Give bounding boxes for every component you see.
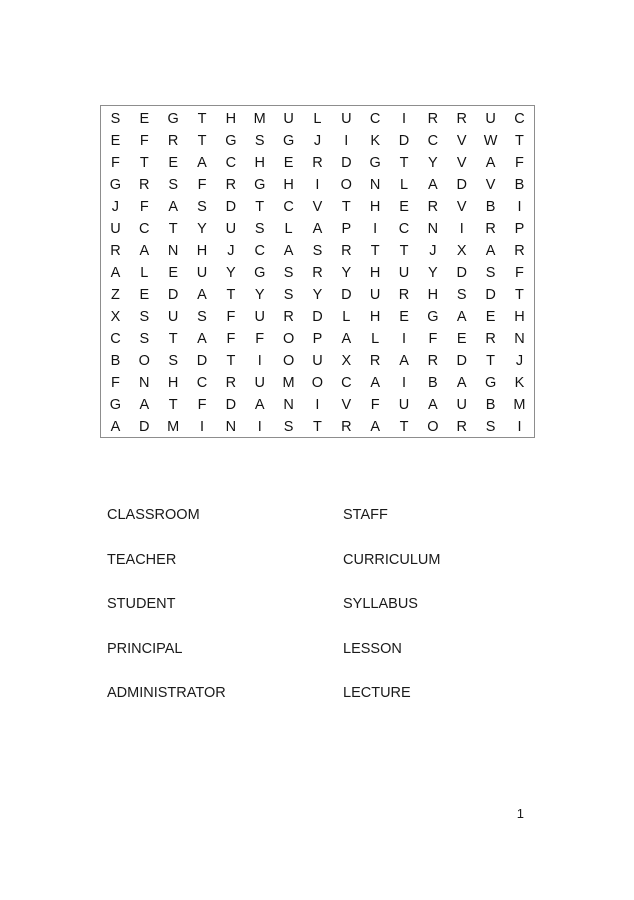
grid-cell[interactable]: A [428,397,438,413]
grid-cell[interactable]: F [515,155,524,171]
grid-cell[interactable]: F [111,155,120,171]
grid-cell[interactable]: E [456,331,467,347]
grid-cell[interactable]: C [283,199,294,215]
grid-cell[interactable]: R [456,111,467,127]
grid-cell[interactable]: R [427,353,439,369]
grid-cell[interactable]: A [197,331,207,347]
grid-cell[interactable]: R [341,419,352,435]
grid-cell[interactable]: I [257,353,262,369]
grid-cell[interactable]: U [398,397,410,413]
word-list-row [107,595,527,640]
grid-cell[interactable]: L [140,265,149,281]
word-list-item[interactable]: LESSON [343,640,402,657]
grid-cell[interactable]: N [225,419,237,435]
grid-cell[interactable]: S [312,243,323,259]
grid-cell[interactable]: E [168,265,178,281]
grid-cell[interactable]: F [197,177,207,193]
grid-cell[interactable]: U [254,375,265,391]
grid-cell[interactable]: R [283,309,294,325]
grid-cell[interactable]: M [167,419,180,435]
grid-row [101,130,534,152]
grid-cell[interactable]: F [515,265,524,281]
grid-cell[interactable]: R [225,375,237,391]
grid-cell[interactable]: R [312,265,323,281]
grid-cell[interactable]: Y [428,265,438,281]
grid-cell[interactable]: U [110,221,121,237]
grid-cell[interactable]: N [283,397,294,413]
word-list-row [107,506,527,551]
grid-cell[interactable]: D [456,265,467,281]
grid-cell[interactable]: A [139,243,150,259]
grid-cell[interactable]: A [399,353,409,369]
word-list-item[interactable]: CLASSROOM [107,507,200,523]
grid-cell[interactable]: O [427,419,439,435]
grid-cell[interactable]: O [340,177,352,193]
word-list-item[interactable]: CURRICULUM [343,551,441,568]
grid-cell[interactable]: E [399,309,409,325]
grid-cell[interactable]: S [283,265,294,281]
word-list-column-left [107,684,343,729]
grid-cell[interactable]: H [369,309,381,325]
grid-cell[interactable]: D [139,419,150,435]
grid-cell[interactable]: F [139,199,149,215]
grid-cell[interactable]: J [227,243,235,259]
grid-cell[interactable]: A [341,331,352,347]
grid-cell[interactable]: C [196,375,208,391]
grid-cell[interactable]: H [254,155,265,171]
grid-cell[interactable]: M [282,375,295,391]
grid-cell[interactable]: U [196,265,208,281]
grid-cell[interactable]: D [341,287,352,303]
grid-cell[interactable]: D [196,353,208,369]
grid-cell[interactable]: X [341,353,352,369]
grid-cell[interactable]: S [110,111,121,127]
grid-cell[interactable]: O [282,331,295,347]
grid-cell[interactable]: T [139,155,149,171]
grid-cell[interactable]: R [312,155,323,171]
grid-cell[interactable]: R [167,133,179,149]
grid-cell[interactable]: K [514,375,525,391]
grid-row [101,328,534,350]
grid-row [101,108,534,130]
word-list-item[interactable]: SYLLABUS [343,596,418,612]
grid-cell[interactable]: F [370,397,380,413]
grid-cell[interactable]: I [402,331,407,347]
grid-cell[interactable]: R [225,177,237,193]
word-list-item[interactable]: ADMINISTRATOR [107,685,226,701]
word-list-column-right [343,595,527,640]
grid-cell[interactable]: A [110,265,121,281]
grid-cell[interactable]: A [254,397,265,413]
grid-cell[interactable]: G [254,177,266,193]
grid-cell[interactable]: R [485,221,496,237]
grid-cell[interactable]: F [226,331,236,347]
grid-cell[interactable]: C [341,375,352,391]
grid-cell[interactable]: Y [312,287,323,303]
grid-cell[interactable]: Z [111,287,120,303]
grid-cell[interactable]: R [139,177,150,193]
grid-cell[interactable]: A [139,397,150,413]
grid-cell[interactable]: F [139,133,149,149]
grid-cell[interactable]: B [514,177,525,193]
grid-cell[interactable]: P [341,221,352,237]
grid-cell[interactable]: H [225,111,237,127]
grid-cell[interactable]: A [456,309,467,325]
grid-cell[interactable]: T [486,353,496,369]
grid-cell[interactable]: E [139,111,150,127]
grid-row [101,240,534,262]
grid-cell[interactable]: H [283,177,294,193]
grid-cell[interactable]: R [427,199,439,215]
word-list-column-left [107,595,343,640]
word-list-row [107,640,527,685]
grid-cell[interactable]: H [369,265,381,281]
grid-cell[interactable]: F [111,375,120,391]
grid-cell[interactable]: I [373,221,378,237]
grid-cell[interactable]: S [485,265,496,281]
grid-cell[interactable]: D [341,155,352,171]
grid-cell[interactable]: D [485,287,496,303]
grid-cell[interactable]: R [514,243,525,259]
word-list-column-left [107,506,343,551]
grid-cell[interactable]: S [197,309,207,325]
grid-cell[interactable]: B [485,397,496,413]
grid-cell[interactable]: A [197,287,207,303]
grid-cell[interactable]: U [341,111,352,127]
grid-cell[interactable]: U [225,221,237,237]
grid-cell[interactable]: A [110,419,121,435]
grid-cell[interactable]: D [225,397,237,413]
grid-cell[interactable]: Y [197,221,207,237]
grid-cell[interactable]: T [515,133,524,149]
grid-cell[interactable]: C [427,133,439,149]
grid-cell[interactable]: R [110,243,121,259]
grid-cell[interactable]: A [312,221,323,237]
grid-cell[interactable]: H [369,199,381,215]
grid-cell[interactable]: I [344,133,349,149]
grid-cell[interactable]: J [313,133,322,149]
grid-row [101,350,534,372]
grid-cell[interactable]: D [167,287,179,303]
page-number: 1 [516,806,524,821]
grid-cell[interactable]: U [398,265,410,281]
grid-cell[interactable]: G [109,177,122,193]
grid-cell[interactable]: S [485,419,496,435]
grid-cell[interactable]: U [283,111,294,127]
grid-cell[interactable]: W [483,133,498,149]
grid-cell[interactable]: I [459,221,464,237]
grid-cell[interactable]: R [485,331,496,347]
grid-cell[interactable]: S [168,177,178,193]
grid-cell[interactable]: B [110,353,121,369]
word-list-item[interactable]: PRINCIPAL [107,640,183,657]
grid-cell[interactable]: A [168,199,178,215]
grid-cell[interactable]: S [168,353,178,369]
grid-row [101,372,534,394]
grid-cell[interactable]: D [312,309,323,325]
grid-cell[interactable]: T [255,199,265,215]
grid-cell[interactable]: S [283,287,294,303]
word-list-column-left [107,551,343,596]
grid-cell[interactable]: B [428,375,438,391]
grid-cell[interactable]: U [456,397,467,413]
grid-cell[interactable]: N [427,221,439,237]
grid-cell[interactable]: J [515,353,524,369]
grid-cell[interactable]: A [370,419,380,435]
grid-cell[interactable]: H [167,375,179,391]
grid-cell[interactable]: L [284,221,293,237]
grid-cell[interactable]: T [226,353,236,369]
grid-cell[interactable]: A [370,375,380,391]
grid-cell[interactable]: O [138,353,150,369]
grid-cell[interactable]: V [456,199,467,215]
grid-row [101,196,534,218]
word-list-row [107,684,527,729]
word-list-item[interactable]: TEACHER [107,551,177,568]
grid-cell[interactable]: U [254,309,265,325]
grid-cell[interactable]: U [167,309,179,325]
word-list-column-left [107,640,343,685]
grid-cell[interactable]: Y [428,155,438,171]
grid-cell[interactable]: C [254,243,265,259]
grid-cell[interactable]: E [399,199,409,215]
grid-cell[interactable]: I [315,397,320,413]
grid-cell[interactable]: G [109,397,122,413]
grid-cell[interactable]: A [428,177,438,193]
grid-cell[interactable]: S [254,133,265,149]
grid-row [101,218,534,240]
grid-cell[interactable]: C [369,111,381,127]
grid-cell[interactable]: Y [226,265,236,281]
grid-cell[interactable]: T [399,243,409,259]
grid-row [101,394,534,416]
grid-cell[interactable]: I [199,419,205,435]
grid-cell[interactable]: T [313,419,322,435]
grid-cell[interactable]: T [399,155,409,171]
grid-cell[interactable]: I [517,419,522,435]
word-list-item[interactable]: STAFF [343,507,388,523]
grid-cell[interactable]: A [485,155,496,171]
grid-row [101,174,534,196]
grid-cell[interactable]: G [225,133,237,149]
grid-row [101,306,534,328]
grid-cell[interactable]: F [255,331,265,347]
grid-cell[interactable]: H [427,287,439,303]
word-search-grid [100,105,535,438]
grid-cell[interactable]: S [254,221,265,237]
grid-cell[interactable]: G [254,265,266,281]
grid-cell[interactable]: O [282,353,295,369]
grid-cell[interactable]: T [370,243,380,259]
grid-cell[interactable]: P [312,331,323,347]
grid-cell[interactable]: T [168,221,178,237]
grid-cell[interactable]: G [427,309,439,325]
word-list-row [107,551,527,596]
grid-cell[interactable]: R [398,287,410,303]
grid-cell[interactable]: I [315,177,320,193]
grid-cell[interactable]: F [197,397,207,413]
grid-cell[interactable]: S [139,309,150,325]
grid-cell[interactable]: K [370,133,380,149]
grid-cell[interactable]: D [456,177,467,193]
grid-cell[interactable]: I [257,419,262,435]
word-list-column-right [343,506,527,551]
grid-cell[interactable]: I [517,199,522,215]
grid-cell[interactable]: S [139,331,150,347]
grid-cell[interactable]: E [283,155,294,171]
grid-cell[interactable]: C [225,155,237,171]
grid-cell[interactable]: J [429,243,437,259]
grid-cell[interactable]: C [139,221,150,237]
grid-cell[interactable]: T [515,287,524,303]
grid-cell[interactable]: J [111,199,120,215]
grid-cell[interactable]: T [197,111,207,127]
grid-cell[interactable]: X [110,309,121,325]
grid-row [101,152,534,174]
grid-cell[interactable]: C [514,111,525,127]
grid-cell[interactable]: C [110,331,121,347]
grid-cell[interactable]: D [398,133,410,149]
grid-cell[interactable]: H [514,309,525,325]
grid-cell[interactable]: B [485,199,496,215]
grid-cell[interactable]: R [369,353,381,369]
grid-cell[interactable]: V [341,397,352,413]
grid-cell[interactable]: S [197,199,207,215]
grid-cell[interactable]: U [369,287,381,303]
grid-cell[interactable]: A [456,375,467,391]
grid-cell[interactable]: V [312,199,323,215]
word-list-column-right [343,684,527,729]
grid-cell[interactable]: U [485,111,496,127]
grid-cell[interactable]: V [456,155,467,171]
grid-cell[interactable]: L [399,177,409,193]
grid-cell[interactable]: E [139,287,150,303]
grid-cell[interactable]: S [283,419,294,435]
grid-cell[interactable]: H [196,243,208,259]
grid-cell[interactable]: G [484,375,497,391]
word-list-item[interactable]: STUDENT [107,596,176,612]
grid-cell[interactable]: N [139,375,150,391]
grid-cell[interactable]: T [341,199,351,215]
grid-cell[interactable]: S [456,287,467,303]
grid-cell[interactable]: N [369,177,381,193]
grid-cell[interactable]: G [167,111,179,127]
grid-cell[interactable]: E [485,309,496,325]
word-list-column-right [343,640,527,685]
grid-cell[interactable]: Y [341,265,352,281]
grid-cell[interactable]: A [197,155,207,171]
grid-cell[interactable]: F [428,331,438,347]
grid-cell[interactable]: L [371,331,380,347]
grid-cell[interactable]: L [313,111,322,127]
grid-cell[interactable]: D [225,199,237,215]
grid-cell[interactable]: X [456,243,467,259]
grid-cell[interactable]: E [168,155,178,171]
grid-cell[interactable]: T [168,331,178,347]
grid-cell[interactable]: A [485,243,496,259]
grid-cell[interactable]: G [282,133,295,149]
word-list-item[interactable]: LECTURE [343,685,411,701]
grid-cell[interactable]: I [402,111,407,127]
grid-row [101,262,534,284]
grid-cell[interactable]: M [253,111,266,127]
grid-cell[interactable]: T [399,419,409,435]
grid-cell[interactable]: M [513,397,526,413]
grid-cell[interactable]: N [167,243,179,259]
grid-cell[interactable]: C [398,221,410,237]
grid-cell[interactable]: T [168,397,178,413]
grid-row [101,416,534,438]
grid-cell[interactable]: V [485,177,496,193]
grid-cell[interactable]: R [341,243,352,259]
grid-cell[interactable]: F [226,309,236,325]
grid-cell[interactable]: G [369,155,381,171]
grid-cell[interactable]: N [514,331,525,347]
grid-cell[interactable]: D [456,353,467,369]
word-list-column-right [343,551,527,596]
word-list [107,506,527,729]
grid-cell[interactable]: I [402,375,407,391]
grid-cell[interactable]: T [226,287,236,303]
grid-cell[interactable]: U [312,353,323,369]
grid-cell[interactable]: V [456,133,467,149]
grid-cell[interactable]: R [456,419,467,435]
grid-cell[interactable]: L [342,309,351,325]
grid-cell[interactable]: P [514,221,525,237]
grid-row [101,284,534,306]
grid-cell[interactable]: R [427,111,439,127]
grid-cell[interactable]: E [110,133,121,149]
grid-cell[interactable]: A [283,243,294,259]
grid-cell[interactable]: O [311,375,324,391]
grid-cell[interactable]: Y [254,287,265,303]
grid-cell[interactable]: T [197,133,207,149]
